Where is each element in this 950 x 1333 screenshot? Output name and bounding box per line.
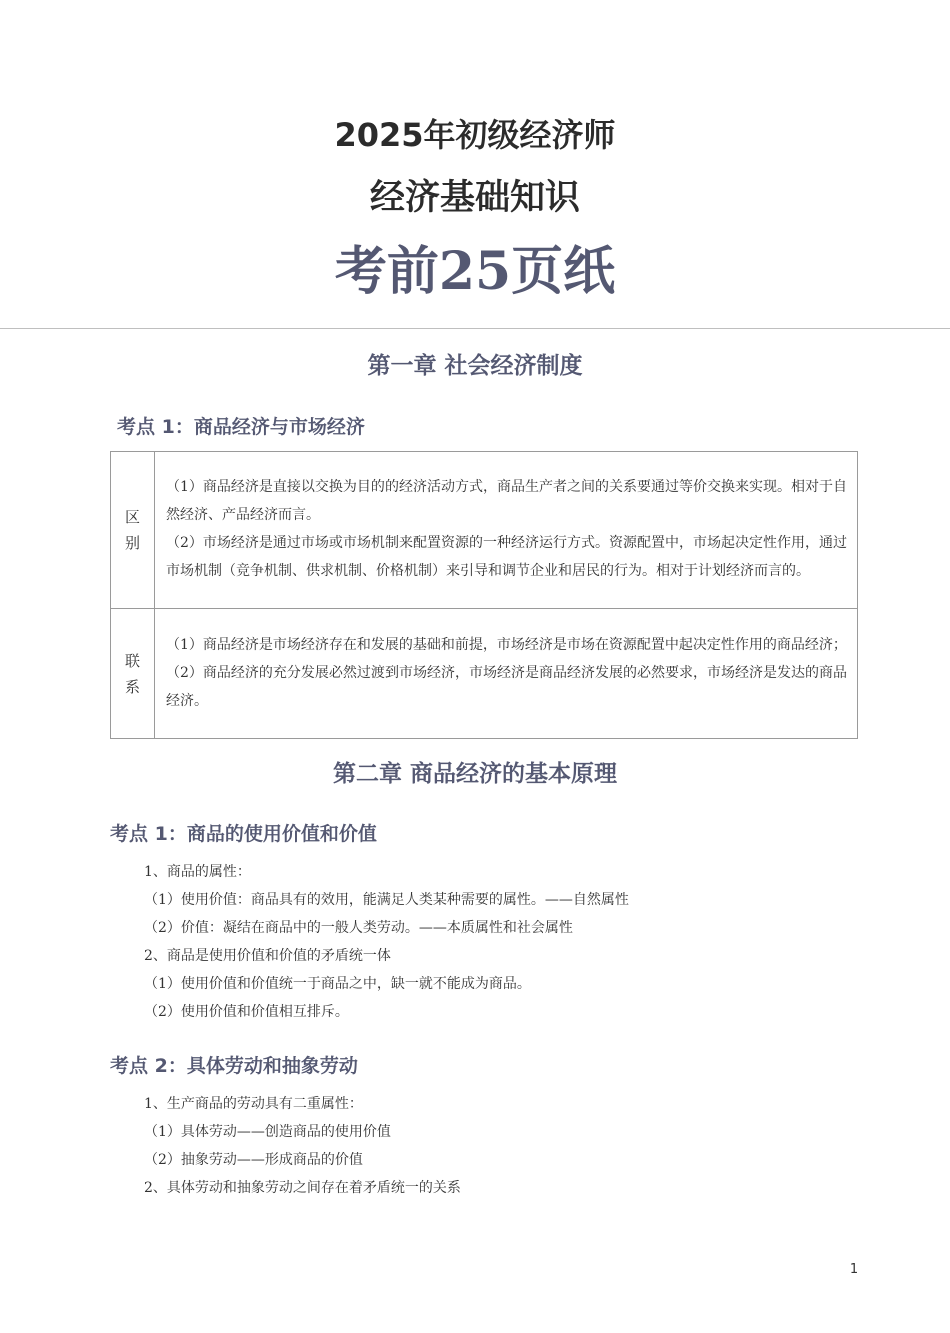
chapter-2-point-1-body	[144, 858, 864, 1026]
comparison-table	[110, 451, 858, 739]
text-line: 2、具体劳动和抽象劳动之间存在着矛盾统一的关系	[144, 1180, 461, 1196]
text-line: 1、生产商品的劳动具有二重属性：	[144, 1096, 363, 1112]
text-line: （1）具体劳动——创造商品的使用价值	[144, 1124, 391, 1140]
text-line: （2）价值：凝结在商品中的一般人类劳动。——本质属性和社会属性	[144, 920, 573, 936]
text-line: （2）使用价值和价值相互排斥。	[144, 1004, 349, 1020]
row-content-relation	[155, 609, 858, 739]
text-line: （1）使用价值：商品具有的效用，能满足人类某种需要的属性。——自然属性	[144, 892, 629, 908]
chapter-2-point-2-title: 考点 2：具体劳动和抽象劳动	[110, 1055, 358, 1077]
exam-title: 2025年初级经济师	[334, 116, 616, 154]
chapter-1-title: 第一章 社会经济制度	[367, 352, 583, 379]
paragraph: （2）商品经济的充分发展必然过渡到市场经济，市场经济是商品经济发展的必然要求，市场经济是发达的商品经济。	[166, 664, 847, 709]
paragraph: （2）市场经济是通过市场或市场机制来配置资源的一种经济运行方式。资源配置中，市场起决定性作用，通过市场机制（竞争机制、供求机制、价格机制）来引导和调节企业和居民的行为。相对于计划经济而言的。	[166, 535, 847, 579]
row-content-difference	[155, 452, 858, 609]
text-line: 1、商品的属性：	[144, 864, 251, 880]
chapter-2-title: 第二章 商品经济的基本原理	[332, 760, 617, 787]
page-number: 1	[849, 1262, 859, 1277]
text-line: （2）抽象劳动——形成商品的价值	[144, 1152, 363, 1168]
row-label-difference: 区 别	[111, 452, 155, 609]
table-row-difference	[111, 452, 858, 609]
chapter-2-point-2-body	[144, 1090, 864, 1202]
table-row-relation	[111, 609, 858, 739]
text-line: （1）使用价值和价值统一于商品之中，缺一就不能成为商品。	[144, 976, 531, 992]
header-divider	[0, 328, 950, 329]
paragraph: （1）商品经济是直接以交换为目的的经济活动方式，商品生产者之间的关系要通过等价交换来实现。相对于自然经济、产品经济而言。	[166, 479, 847, 523]
chapter-2-point-1-title: 考点 1：商品的使用价值和价值	[110, 823, 377, 845]
row-label-relation: 联 系	[111, 609, 155, 739]
paragraph: （1）商品经济是市场经济存在和发展的基础和前提，市场经济是市场在资源配置中起决定性作用的商品经济；	[166, 636, 847, 653]
booklet-title: 考前25页纸	[334, 241, 616, 302]
subject-title: 经济基础知识	[369, 178, 580, 218]
text-line: 2、商品是使用价值和价值的矛盾统一体	[144, 948, 391, 964]
chapter-1-point-1-title: 考点 1：商品经济与市场经济	[117, 416, 365, 438]
